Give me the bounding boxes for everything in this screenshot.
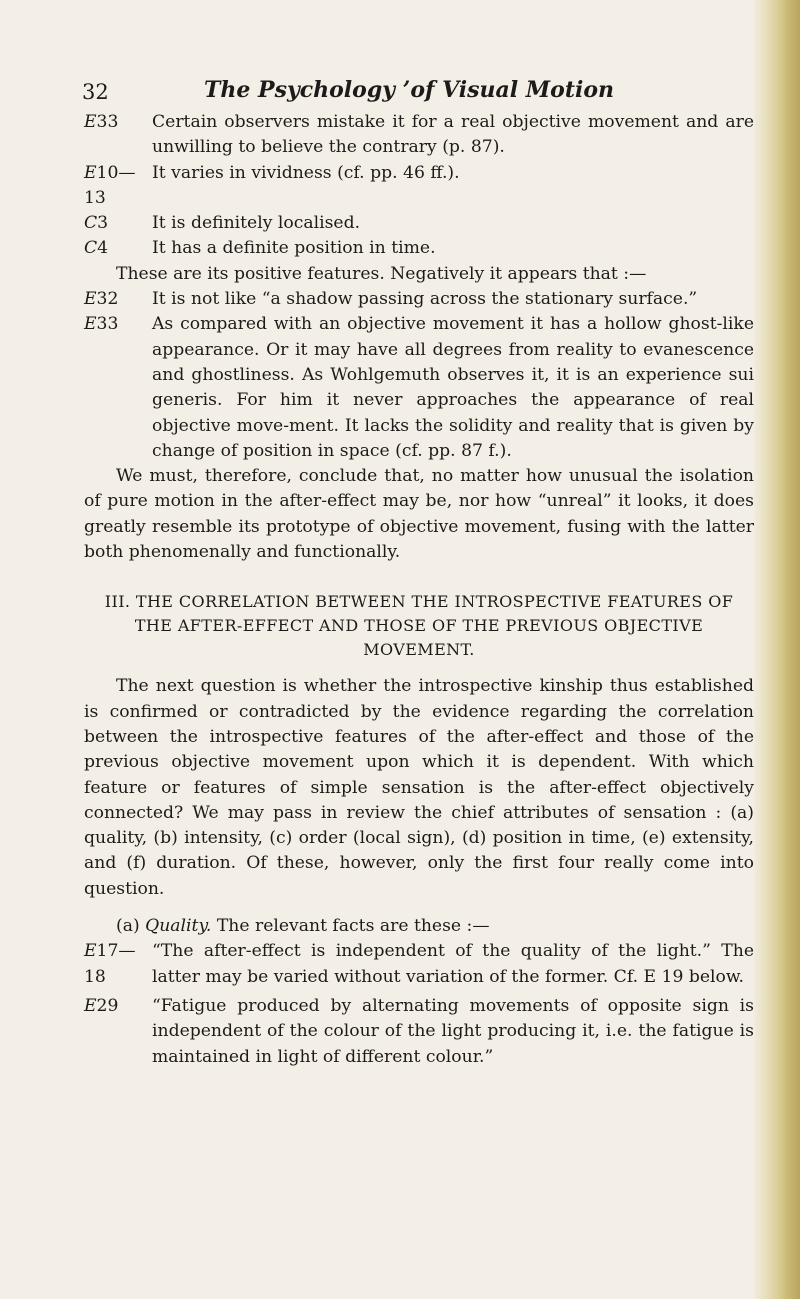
- entry: [84, 939, 754, 990]
- entry: [84, 994, 754, 1070]
- running-title: The Psychology ’of Visual Motion: [204, 77, 615, 103]
- entry-text: It has a definite position in time.: [152, 238, 436, 259]
- book-page: [84, 72, 754, 1070]
- running-head: [84, 72, 754, 108]
- entry: [84, 287, 754, 312]
- entry-label: E29: [84, 995, 119, 1016]
- entry: [84, 161, 754, 212]
- section-heading-line: MOVEMENT.: [363, 640, 475, 660]
- subsection-intro: The relevant facts are these :—: [216, 916, 490, 937]
- entry-text: It varies in vividness (cf. pp. 46 ff.).: [152, 162, 460, 183]
- section-heading-line: III. THE CORRELATION BETWEEN THE INTROSPECTIVE FEATURES OF: [104, 592, 734, 612]
- section-heading: [84, 590, 754, 662]
- entry-text: Certain observers mistake it for a real objective movement and are unwilling to believe the contrary (p. 87).: [152, 112, 754, 158]
- transition-paragraph: These are its positive features. Negatively it appears that :—: [116, 263, 647, 284]
- entry-label: C4: [84, 238, 109, 259]
- entry: [84, 312, 754, 464]
- entry-label: E17—18: [84, 941, 136, 987]
- entry: [84, 211, 754, 236]
- entry-label: E33: [84, 112, 119, 132]
- entry: [84, 236, 754, 261]
- entry-label: E10—13: [84, 162, 136, 208]
- entry-text: It is definitely localised.: [152, 213, 361, 234]
- page-edge: [754, 0, 800, 1299]
- subsection-title: Quality.: [145, 916, 212, 937]
- entry-text: “The after-effect is independent of the quality of the light.” The latter may be varied without variation of the former. Cf. E 19 below.: [152, 941, 754, 987]
- page-number: 32: [82, 80, 109, 104]
- entry-label: E32: [84, 289, 119, 310]
- entry: [84, 110, 754, 161]
- subsection-marker: (a): [116, 916, 140, 937]
- entry-label: C3: [84, 213, 109, 234]
- entry-text: “Fatigue produced by alternating movements of opposite sign is independent of the colour of the light producing it, i.e. the fatigue is maintained in light of different colour.”: [152, 995, 754, 1067]
- quality-subsection: [84, 914, 754, 939]
- entry-text: As compared with an objective movement it has a hollow ghost-like appearance. Or it may have all degrees from reality to evanescence and ghostliness. As Wohlgemuth observes it, it is an experience sui generis. For him it never approaches the appearance of real objective move-ment. It lacks the solidity and reality that is given by change of position in space (cf. pp. 87 f.).: [152, 314, 754, 461]
- entry-text: It is not like “a shadow passing across the stationary surface.”: [152, 289, 698, 310]
- section-paragraph: The next question is whether the introspective kinship thus established is confirmed or contradicted by the evidence regarding the correlation between the introspective features of the after-effect and those of the previous objective movement upon which it is dependent. With which feature or features of simple sensation is the after-effect objectively connected? We may pass in review the chief attributes of sensation : (a) quality, (b) intensity, (c) order (local sign), (d) position in time, (e) extensity, and (f) duration. Of these, however, only the first four really come into question.: [84, 676, 754, 899]
- section-heading-line: THE AFTER-EFFECT AND THOSE OF THE PREVIOUS OBJECTIVE: [134, 616, 704, 636]
- conclusion-paragraph: We must, therefore, conclude that, no matter how unusual the isolation of pure motion in the after-effect may be, nor how “unreal” it looks, it does greatly resemble its prototype of objective movement, fusing with the latter both phenomenally and functionally.: [84, 466, 754, 563]
- entry-label: E33: [84, 314, 119, 335]
